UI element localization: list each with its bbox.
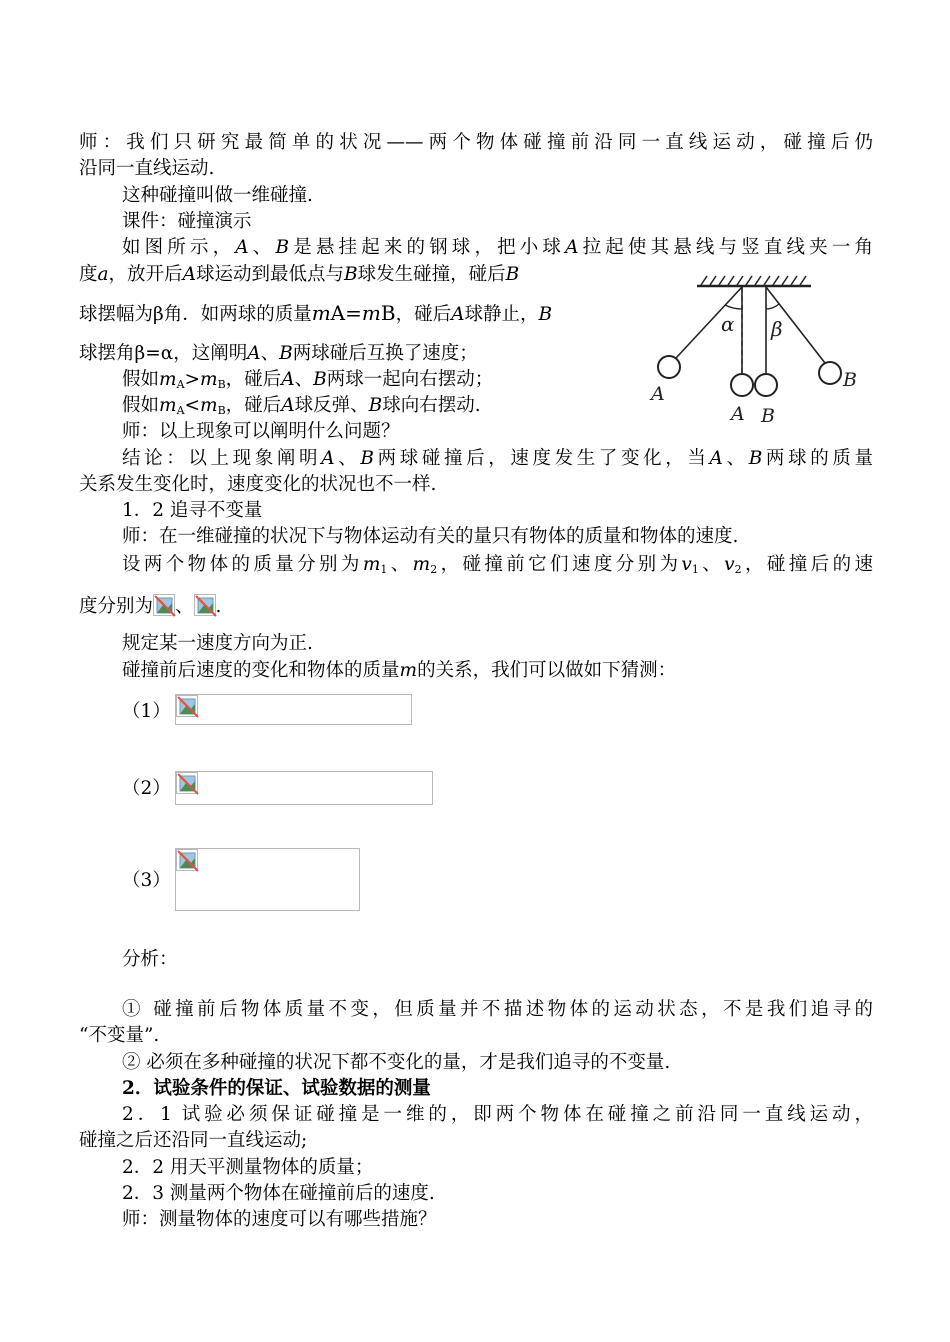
- paragraph-line: 师：在一维碰撞的状况下与物体运动有关的量只有物体的质量和物体的速度.: [122, 526, 739, 547]
- formula-placeholder-2: [175, 771, 433, 805]
- label-a-raised: A: [651, 383, 665, 405]
- beta-label: β: [771, 317, 783, 341]
- label-b-rest: B: [761, 405, 775, 427]
- paragraph-line: 设两个物体的质量分别为$m_1$、$m_2$，碰撞前它们速度分别为$v_1$、$v_2$，碰撞后的速: [122, 554, 873, 576]
- pendulum-diagram: [645, 272, 870, 432]
- paragraph-line: ② 必须在多种碰撞的状况下都不变化的量，才是我们追寻的不变量.: [122, 1052, 671, 1073]
- paragraph-line: 师：我们只研究最简单的状况——两个物体碰撞前沿同一直线运动，碰撞后仍: [79, 132, 873, 153]
- label-a-rest: A: [731, 403, 745, 425]
- paragraph-line: 假如$m_A>m_B$，碰后A、B两球一起向右摆动；: [122, 369, 494, 391]
- paragraph-line: 师：以上现象可以阐明什么问题？: [122, 421, 400, 442]
- paragraph-line: 师：测量物体的速度可以有哪些措施？: [122, 1209, 437, 1230]
- paragraph-line: 结论：以上现象阐明A、B两球碰撞后，速度发生了变化，当A、B两球的质量: [122, 448, 873, 469]
- paragraph-line: 课件：碰撞演示: [122, 211, 252, 232]
- paragraph-line: 度a，放开后A球运动到最低点与B球发生碰撞，碰后B: [79, 264, 520, 285]
- formula-placeholder-1: [175, 694, 412, 725]
- broken-image-icon: [176, 849, 198, 871]
- ball-b-swung: [819, 362, 841, 384]
- paragraph-line: 这种碰撞叫做一维碰撞.: [122, 185, 313, 206]
- guess-label-2: （2）: [122, 778, 171, 799]
- paragraph-line: 沿同一直线运动.: [79, 158, 215, 179]
- paragraph-line: ① 碰撞前后物体质量不变，但质量并不描述物体的运动状态，不是我们追寻的: [122, 999, 873, 1020]
- paragraph-line: 假如$m_A<m_B$，碰后A球反弹、B球向右摆动.: [122, 395, 481, 417]
- paragraph-line: “不变量”.: [79, 1025, 160, 1046]
- paragraph-line: 球摆幅为β角．如两球的质量mA=mB，碰后A球静止，B: [79, 301, 553, 325]
- paragraph-line: 2．2 用天平测量物体的质量；: [122, 1157, 374, 1178]
- paragraph-line: 2．1 试验必须保证碰撞是一维的，即两个物体在碰撞之前沿同一直线运动，: [122, 1104, 873, 1125]
- paragraph-line: 2．3 测量两个物体在碰撞前后的速度.: [122, 1183, 435, 1204]
- guess-label-1: （1）: [122, 701, 171, 722]
- guess-label-3: （3）: [122, 870, 171, 891]
- alpha-arc: [725, 305, 742, 309]
- broken-image-icon: [176, 772, 198, 794]
- paragraph-line: 碰撞前后速度的变化和物体的质量m的关系，我们可以做如下猜测：: [122, 660, 677, 681]
- section-heading: 1．2 追寻不变量: [122, 500, 263, 521]
- ball-a-raised: [658, 356, 680, 378]
- ball-b-rest: [755, 374, 777, 396]
- broken-image-icon: [153, 594, 175, 616]
- paragraph-line: 度分别为 、 .: [79, 596, 222, 617]
- paragraph-line: 关系发生变化时，速度变化的状况也不一样.: [79, 474, 437, 495]
- alpha-label: α: [721, 312, 735, 336]
- beta-arc: [766, 304, 779, 309]
- formula-placeholder-3: [175, 848, 360, 911]
- broken-image-icon: [194, 594, 216, 616]
- paragraph-line: 球摆角β=α，这阐明A、B两球碰后互换了速度；: [79, 343, 478, 364]
- ball-a-rest: [731, 374, 753, 396]
- section-heading: 2．试验条件的保证、试验数据的测量: [122, 1078, 431, 1099]
- paragraph-line: 规定某一速度方向为正.: [122, 633, 313, 654]
- paragraph-line: 如图所示，A、B是悬挂起来的钢球，把小球A拉起使其悬线与竖直线夹一角: [122, 237, 873, 258]
- ceiling-hatching: [701, 276, 806, 285]
- paragraph-line: 碰撞之后还沿同一直线运动;: [79, 1130, 308, 1151]
- label-b-swung: B: [843, 369, 857, 391]
- paragraph-line: 分析：: [122, 949, 178, 970]
- broken-image-icon: [176, 695, 198, 717]
- pendulum-collision-figure: [645, 272, 870, 432]
